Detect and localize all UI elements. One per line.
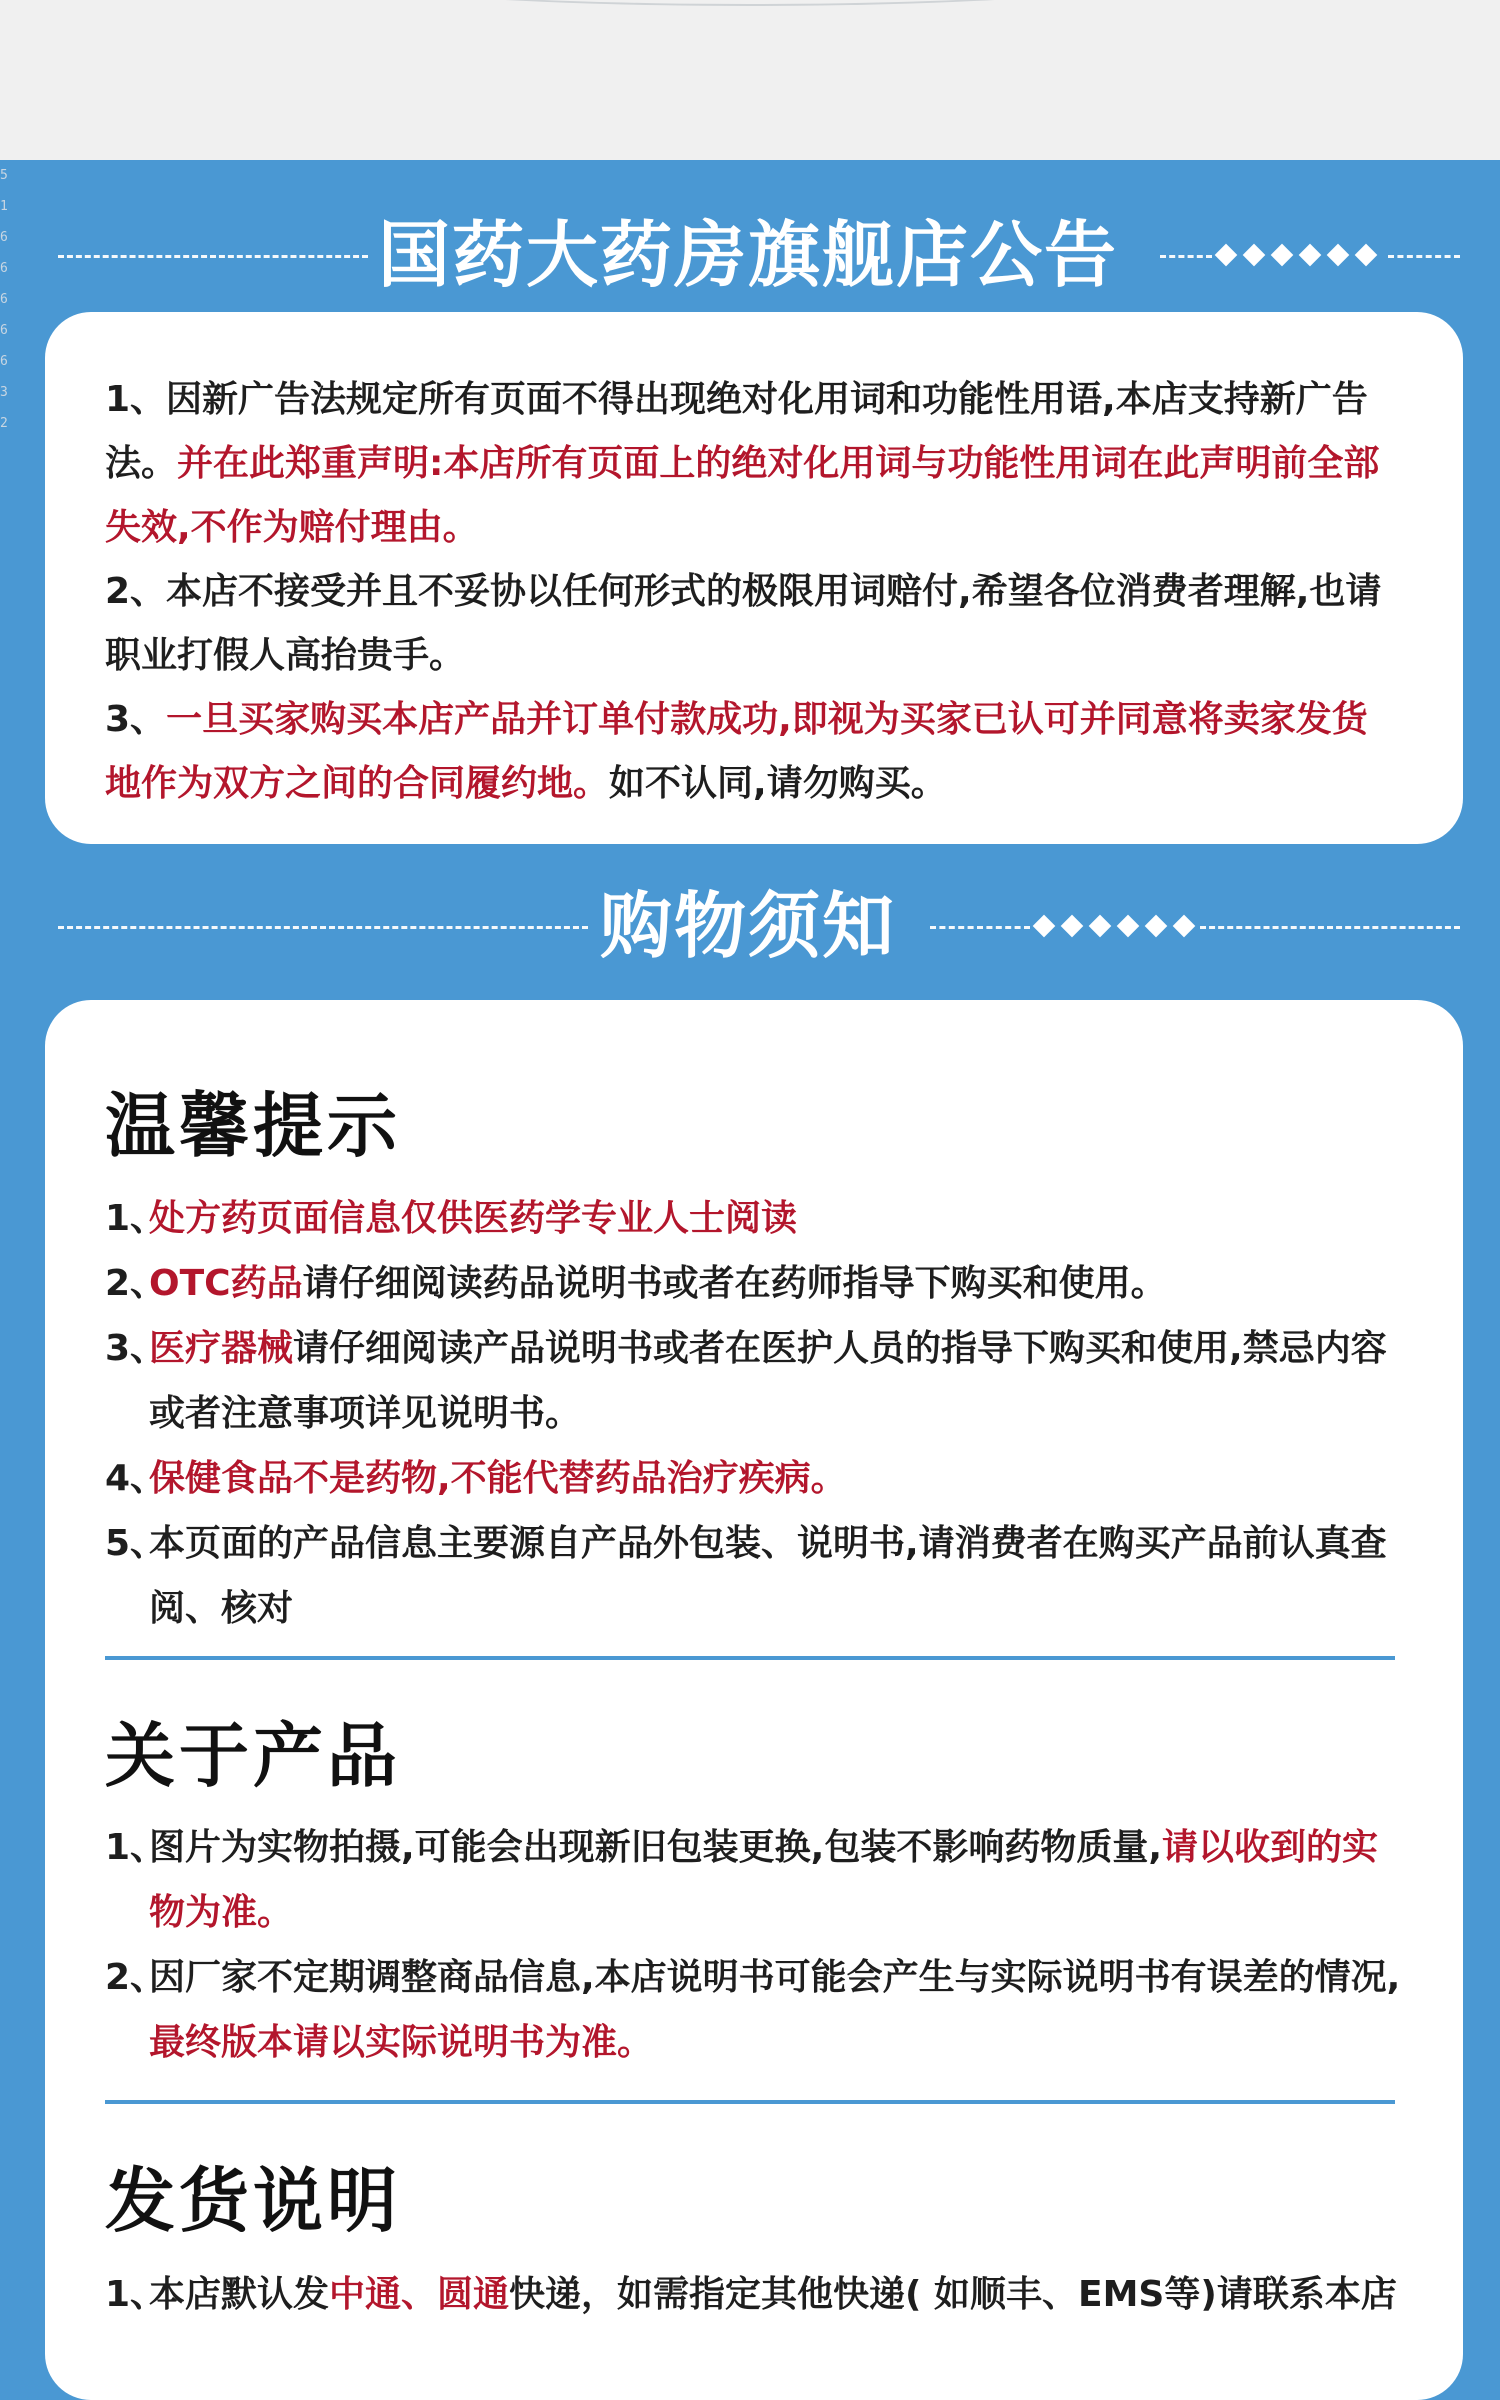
p3-num: 3、 xyxy=(105,699,167,740)
dash-right xyxy=(1388,255,1460,258)
announcement-card xyxy=(45,312,1463,844)
product-image-edge xyxy=(270,0,1230,6)
announcement-p2 xyxy=(105,560,1403,688)
item-num: 1、 xyxy=(105,1827,167,1868)
item-highlight: 最终版本请以实际说明书为准。 xyxy=(149,2022,654,2063)
list-item xyxy=(105,1815,1413,1945)
dash-mid xyxy=(930,926,1030,929)
announcement-p1 xyxy=(105,368,1403,560)
item-num: 1、 xyxy=(105,2274,167,2315)
announcement-title: 国药大药房旗舰店公告 xyxy=(378,213,1119,297)
item-num: 5、 xyxy=(105,1523,167,1564)
product-heading: 关于产品 xyxy=(105,1715,401,1797)
shipping-heading: 发货说明 xyxy=(105,2160,401,2242)
dash-mid xyxy=(1160,255,1212,258)
p2-text: 2、本店不接受并且不妥协以任何形式的极限用词赔付,希望各位消费者理解,也请职业打假人高抬贵手。 xyxy=(105,571,1382,676)
list-item xyxy=(105,1251,1413,1316)
announcement-body xyxy=(105,368,1403,816)
divider xyxy=(105,1656,1395,1660)
dash-left xyxy=(58,255,368,258)
list-item xyxy=(105,2262,1413,2327)
item-text: 快递，如需指定其他快递( 如顺丰、EMS等)请联系本店 xyxy=(509,2274,1397,2315)
dash-right xyxy=(1200,926,1460,929)
side-digit: 6 xyxy=(0,292,8,307)
side-digit: 1 xyxy=(0,199,8,214)
p3-highlight: 一旦买家购买本店产品并订单付款成功,即视为买家已认可并同意将卖家发货地作为双方之间的合同履约地。 xyxy=(105,699,1368,804)
divider xyxy=(105,2100,1395,2104)
shopping-title: 购物须知 xyxy=(600,884,897,968)
side-digit: 6 xyxy=(0,230,8,245)
announcement-p3 xyxy=(105,688,1403,816)
tips-heading: 温馨提示 xyxy=(105,1085,401,1167)
dash-left xyxy=(58,926,588,929)
item-highlight: OTC药品 xyxy=(149,1263,303,1304)
item-num: 2、 xyxy=(105,1957,167,1998)
item-text: 请仔细阅读药品说明书或者在药师指导下购买和使用。 xyxy=(302,1263,1167,1304)
p1-text: 1、因新广告法规定所有页面不得出现绝对化用词和功能性用语,本店支持新广告法。 xyxy=(105,379,1368,484)
item-text: 因厂家不定期调整商品信息,本店说明书可能会产生与实际说明书有误差的情况, xyxy=(149,1957,1401,1998)
item-text: 本店默认发 xyxy=(149,2274,330,2315)
top-band xyxy=(0,0,1500,160)
item-text: 本页面的产品信息主要源自产品外包装、说明书,请消费者在购买产品前认真查阅、核对 xyxy=(149,1523,1387,1629)
side-digit: 2 xyxy=(0,416,8,431)
p3-text: 如不认同,请勿购买。 xyxy=(609,763,947,804)
item-text: 图片为实物拍摄,可能会出现新旧包装更换,包装不影响药物质量, xyxy=(149,1827,1163,1868)
item-highlight: 中通、圆通 xyxy=(329,2274,510,2315)
list-item xyxy=(105,1511,1413,1641)
list-item xyxy=(105,1186,1413,1251)
item-highlight: 保健食品不是药物,不能代替药品治疗疾病。 xyxy=(149,1458,847,1499)
announcement-title-bar xyxy=(0,205,1500,305)
list-item xyxy=(105,1945,1413,2075)
list-item xyxy=(105,1446,1413,1511)
p1-highlight: 并在此郑重声明:本店所有页面上的绝对化用词与功能性用词在此声明前全部失效,不作为赔付理由。 xyxy=(105,443,1380,548)
tips-list xyxy=(105,1186,1413,1641)
list-item xyxy=(105,1316,1413,1446)
item-text: 请仔细阅读产品说明书或者在医护人员的指导下购买和使用,禁忌内容或者注意事项详见说明书。 xyxy=(149,1328,1387,1434)
side-digit: 6 xyxy=(0,261,8,276)
side-digit: 6 xyxy=(0,323,8,338)
item-highlight: 医疗器械 xyxy=(149,1328,294,1369)
shopping-title-bar xyxy=(0,876,1500,976)
shipping-list xyxy=(105,2262,1413,2327)
item-highlight: 处方药页面信息仅供医药学专业人士阅读 xyxy=(149,1198,798,1239)
item-num: 4、 xyxy=(105,1458,167,1499)
item-num: 2、 xyxy=(105,1263,167,1304)
item-highlight: 请以收到的实物为准。 xyxy=(149,1827,1379,1933)
side-digit: 5 xyxy=(0,168,8,183)
side-digit: 6 xyxy=(0,354,8,369)
product-list xyxy=(105,1815,1413,2075)
side-digit: 3 xyxy=(0,385,8,400)
diamonds-decoration xyxy=(1030,918,1198,934)
diamonds-decoration xyxy=(1212,247,1380,263)
item-num: 3、 xyxy=(105,1328,167,1369)
shopping-card xyxy=(45,1000,1463,2400)
item-num: 1、 xyxy=(105,1198,167,1239)
